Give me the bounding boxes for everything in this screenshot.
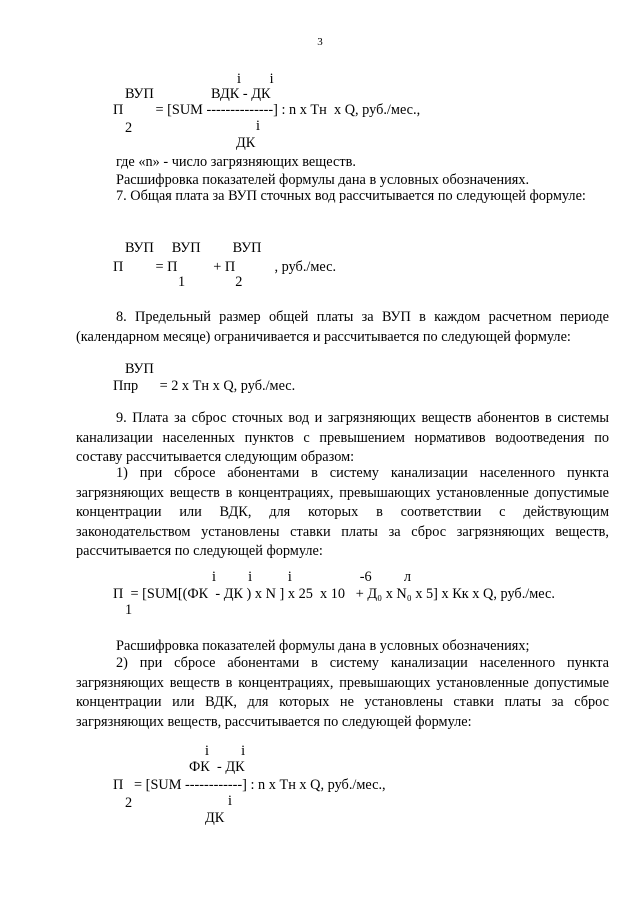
formula-denominator: ДК bbox=[205, 810, 225, 826]
formula-superscript: i i bbox=[237, 71, 274, 87]
where-n-text: где «n» - число загрязняющих веществ. bbox=[116, 154, 356, 170]
item-8-paragraph: 8. Предельный размер общей платы за ВУП в каждом расчетном периоде (календарном месяце) ограничивается и рассчитывается по следующей формуле: bbox=[76, 309, 609, 345]
item-9-2-paragraph: 2) при сбросе абонентами в систему канализации населенного пункта загрязняющих веществ в концентрациях, превышающих установленные допустимые концентрации или ВДК, для которых не установлены ставки платы за сброс загрязняющих веществ, рассчитывается по следующей формуле: bbox=[76, 655, 609, 730]
formula-denominator: ДК bbox=[236, 135, 256, 151]
formula-superscript: ВУП bbox=[125, 361, 154, 377]
formula-superscript: i i bbox=[205, 743, 246, 759]
formula-subscript: 2 bbox=[125, 795, 133, 811]
item-9-paragraph: 9. Плата за сброс сточных вод и загрязняющих веществ абонентов в системы канализации населенных пунктов с превышением нормативов водоотведения по составу рассчитывается следующим образом: bbox=[76, 410, 609, 466]
formula-superscript: ВУП ВУП ВУП bbox=[125, 240, 262, 256]
formula-numerator: ФК - ДК bbox=[189, 759, 245, 775]
formula-subscript: 2 bbox=[125, 120, 133, 136]
formula-subscript: 1 2 bbox=[178, 274, 243, 290]
formula-main-line: П = [SUM[(ФК - ДК ) x N ] x 25 x 10 + Д₀ x N₀ x 5] x Кк x Q, руб./мес. bbox=[113, 586, 555, 602]
formula-subscript-i: i bbox=[256, 118, 260, 134]
formula-main-line: П = [SUM --------------] : n x Тн x Q, руб./мес., bbox=[113, 102, 421, 118]
formula-subscript-i: i bbox=[228, 793, 232, 809]
formula-main-line: Ппр = 2 x Тн x Q, руб./мес. bbox=[113, 378, 296, 394]
formula-superscript: i i i -6 л bbox=[212, 569, 411, 585]
item-9-1-paragraph: 1) при сбросе абонентами в систему канализации населенного пункта загрязняющих веществ в концентрациях, превышающих установленные допустимые концентрации или ВДК, для которых в соответствии с действующим законодательством установлены ставки платы за сброс загрязняющих веществ, рассчитывается по следующей формуле: bbox=[76, 465, 609, 560]
decode-note-1: Расшифровка показателей формулы дана в условных обозначениях. bbox=[116, 172, 530, 188]
formula-numerator: ВУП ВДК - ДК bbox=[125, 86, 271, 102]
decode-note-2: Расшифровка показателей формулы дана в условных обозначениях; bbox=[116, 638, 530, 654]
item-7-paragraph: 7. Общая плата за ВУП сточных вод рассчитывается по следующей формуле: bbox=[116, 188, 586, 204]
formula-subscript: 1 bbox=[125, 602, 133, 618]
formula-main-line: П = [SUM ------------] : n x Тн x Q, руб./мес., bbox=[113, 777, 386, 793]
formula-main-line: П = П + П , руб./мес. bbox=[113, 259, 337, 275]
page-number: 3 bbox=[317, 36, 323, 48]
